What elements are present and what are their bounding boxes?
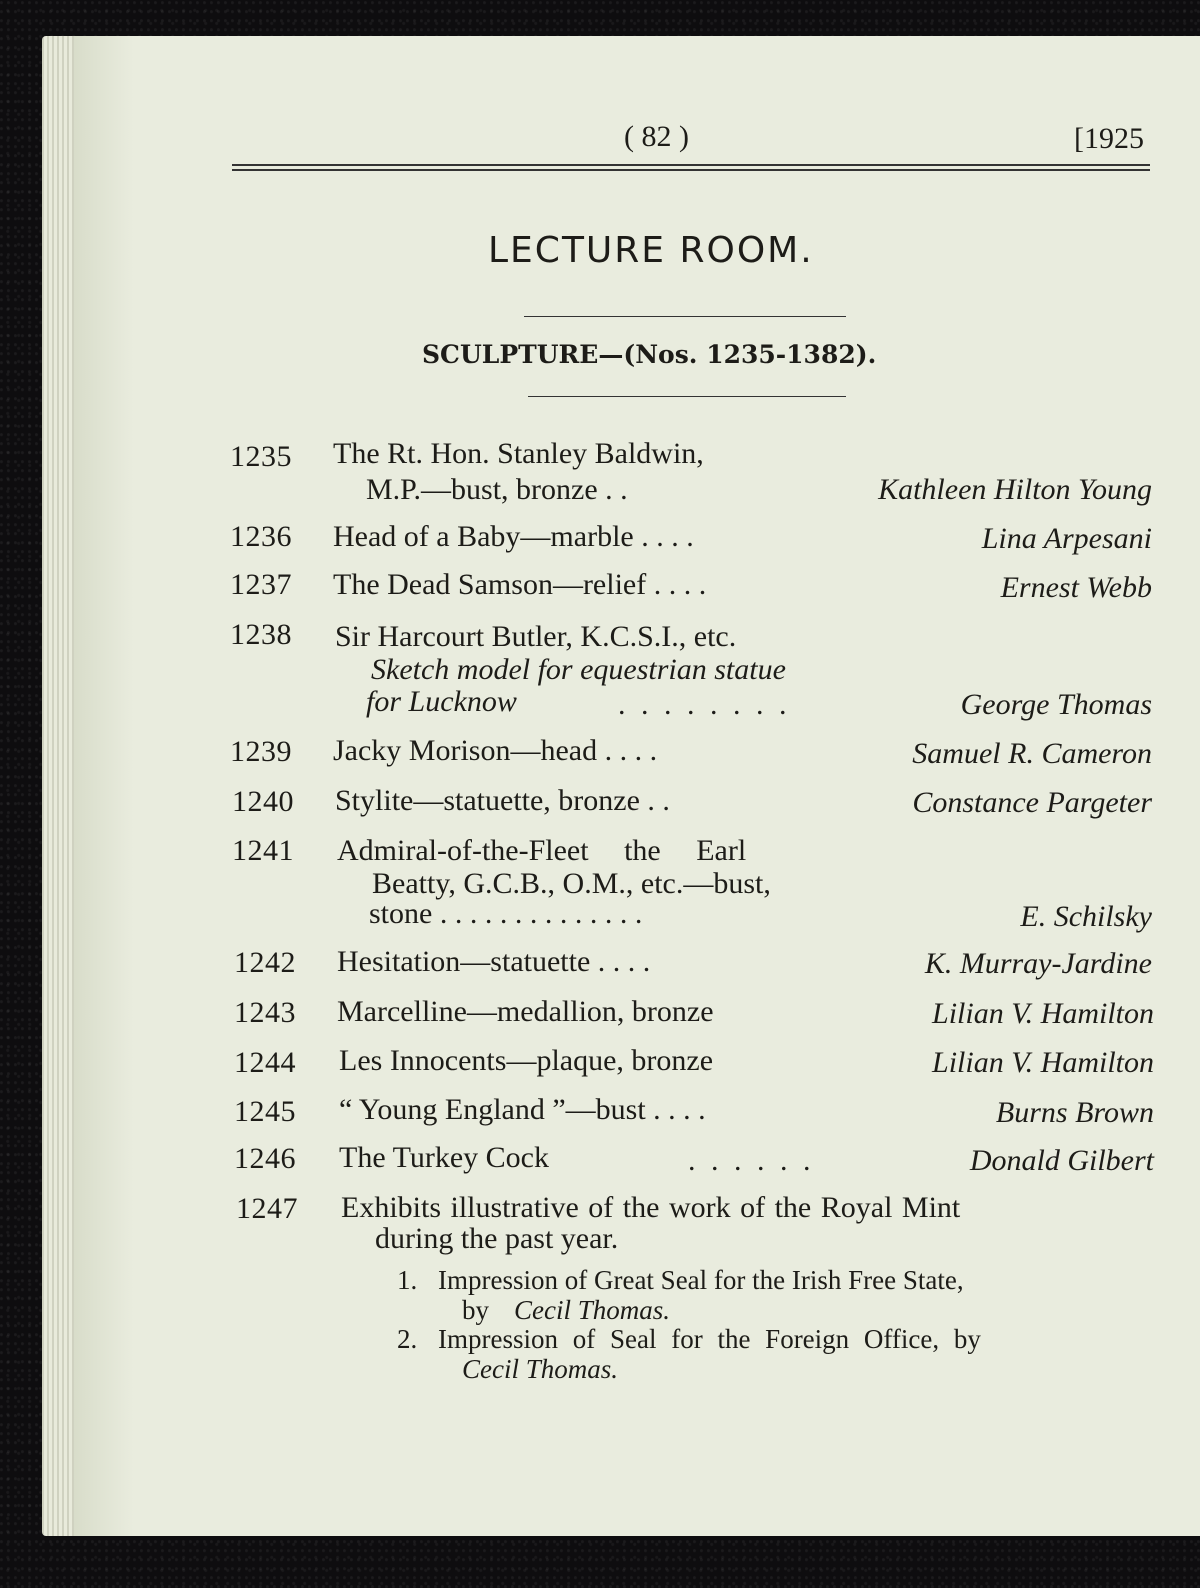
entry-title: Les Innocents—plaque, bronze: [339, 1044, 714, 1077]
subtitle-rule: [528, 396, 846, 397]
header-rule-bottom: [232, 169, 1150, 171]
entry-title: Beatty, G.C.B., O.M., etc.—bust,: [372, 867, 771, 900]
entry-number: 1239: [230, 735, 292, 768]
entry-artist: K. Murray-Jardine: [924, 947, 1152, 980]
entry-title: Sir Harcourt Butler, K.C.S.I., etc.: [335, 620, 737, 653]
sub-item-artist: Cecil Thomas.: [462, 1354, 619, 1384]
entry-artist: Lina Arpesani: [981, 522, 1152, 555]
sub-item-artist: Cecil Thomas.: [514, 1295, 671, 1325]
entry-title: Admiral-of-the-Fleet the Earl: [337, 834, 747, 867]
entry-artist: Lilian V. Hamilton: [932, 1046, 1154, 1079]
entry-number: 1243: [234, 996, 296, 1029]
entry-number: 1241: [232, 834, 294, 867]
entry-title: Marcelline—medallion, bronze: [337, 995, 714, 1028]
page-number: ( 82 ): [624, 120, 689, 153]
entry-title: The Rt. Hon. Stanley Baldwin,: [333, 437, 704, 470]
entry-artist: Kathleen Hilton Young: [878, 473, 1152, 506]
entry-title: during the past year.: [375, 1222, 619, 1255]
sub-item-text: Impression of Seal for the Foreign Office, by: [438, 1324, 981, 1354]
section-subtitle: SCULPTURE—(Nos. 1235-1382).: [422, 340, 877, 369]
title-rule: [524, 316, 846, 317]
entry-description: for Lucknow: [366, 685, 517, 718]
entry-number: 1245: [234, 1095, 296, 1128]
entry-artist: Constance Pargeter: [912, 786, 1152, 819]
entry-artist: E. Schilsky: [1020, 900, 1152, 933]
entry-number: 1242: [234, 946, 296, 979]
entry-title: Stylite—statuette, bronze . .: [335, 784, 670, 817]
entry-title: Hesitation—statuette . . . .: [337, 945, 651, 978]
page-title: LECTURE ROOM.: [488, 230, 814, 271]
entry-number: 1238: [230, 618, 292, 651]
entry-description: Sketch model for equestrian statue: [371, 653, 786, 686]
entry-title: The Dead Samson—relief . . . .: [333, 568, 707, 601]
leader-dots: . . . . . .: [688, 1144, 815, 1177]
entry-artist: Donald Gilbert: [969, 1144, 1154, 1177]
entry-number: 1240: [232, 785, 294, 818]
entry-title: Jacky Morison—head . . . .: [333, 734, 658, 767]
entry-number: 1237: [230, 568, 292, 601]
entry-title: Exhibits illustrative of the work of the Royal Mint: [341, 1191, 961, 1224]
leader-dots: . . . . . . . .: [618, 688, 791, 721]
entry-artist: Samuel R. Cameron: [912, 737, 1152, 770]
entry-number: 1247: [236, 1192, 298, 1225]
sub-item-marker: 2.: [397, 1324, 418, 1354]
sub-item-marker: 1.: [397, 1265, 418, 1295]
entry-medium: stone . . . . . . . . . . . . . .: [369, 897, 643, 930]
entry-artist: Lilian V. Hamilton: [932, 997, 1154, 1030]
entry-number: 1244: [234, 1046, 296, 1079]
sub-item-by: by: [462, 1295, 489, 1325]
entry-number: 1236: [230, 520, 292, 553]
entry-artist: George Thomas: [960, 688, 1152, 721]
entry-artist: Ernest Webb: [1000, 571, 1152, 604]
entry-artist: Burns Brown: [995, 1096, 1154, 1129]
sub-item-text: Impression of Great Seal for the Irish Free State,: [438, 1265, 964, 1295]
header-rule-top: [232, 164, 1150, 166]
entry-number: 1235: [230, 440, 292, 473]
entry-title: The Turkey Cock: [339, 1141, 549, 1174]
page-edges: [42, 36, 78, 1536]
entry-medium: M.P.—bust, bronze . .: [366, 473, 628, 506]
year-header: [1925: [1074, 122, 1144, 155]
entry-title: Head of a Baby—marble . . . .: [333, 520, 694, 553]
entry-title: “ Young England ”—bust . . . .: [339, 1093, 706, 1126]
entry-number: 1246: [234, 1142, 296, 1175]
